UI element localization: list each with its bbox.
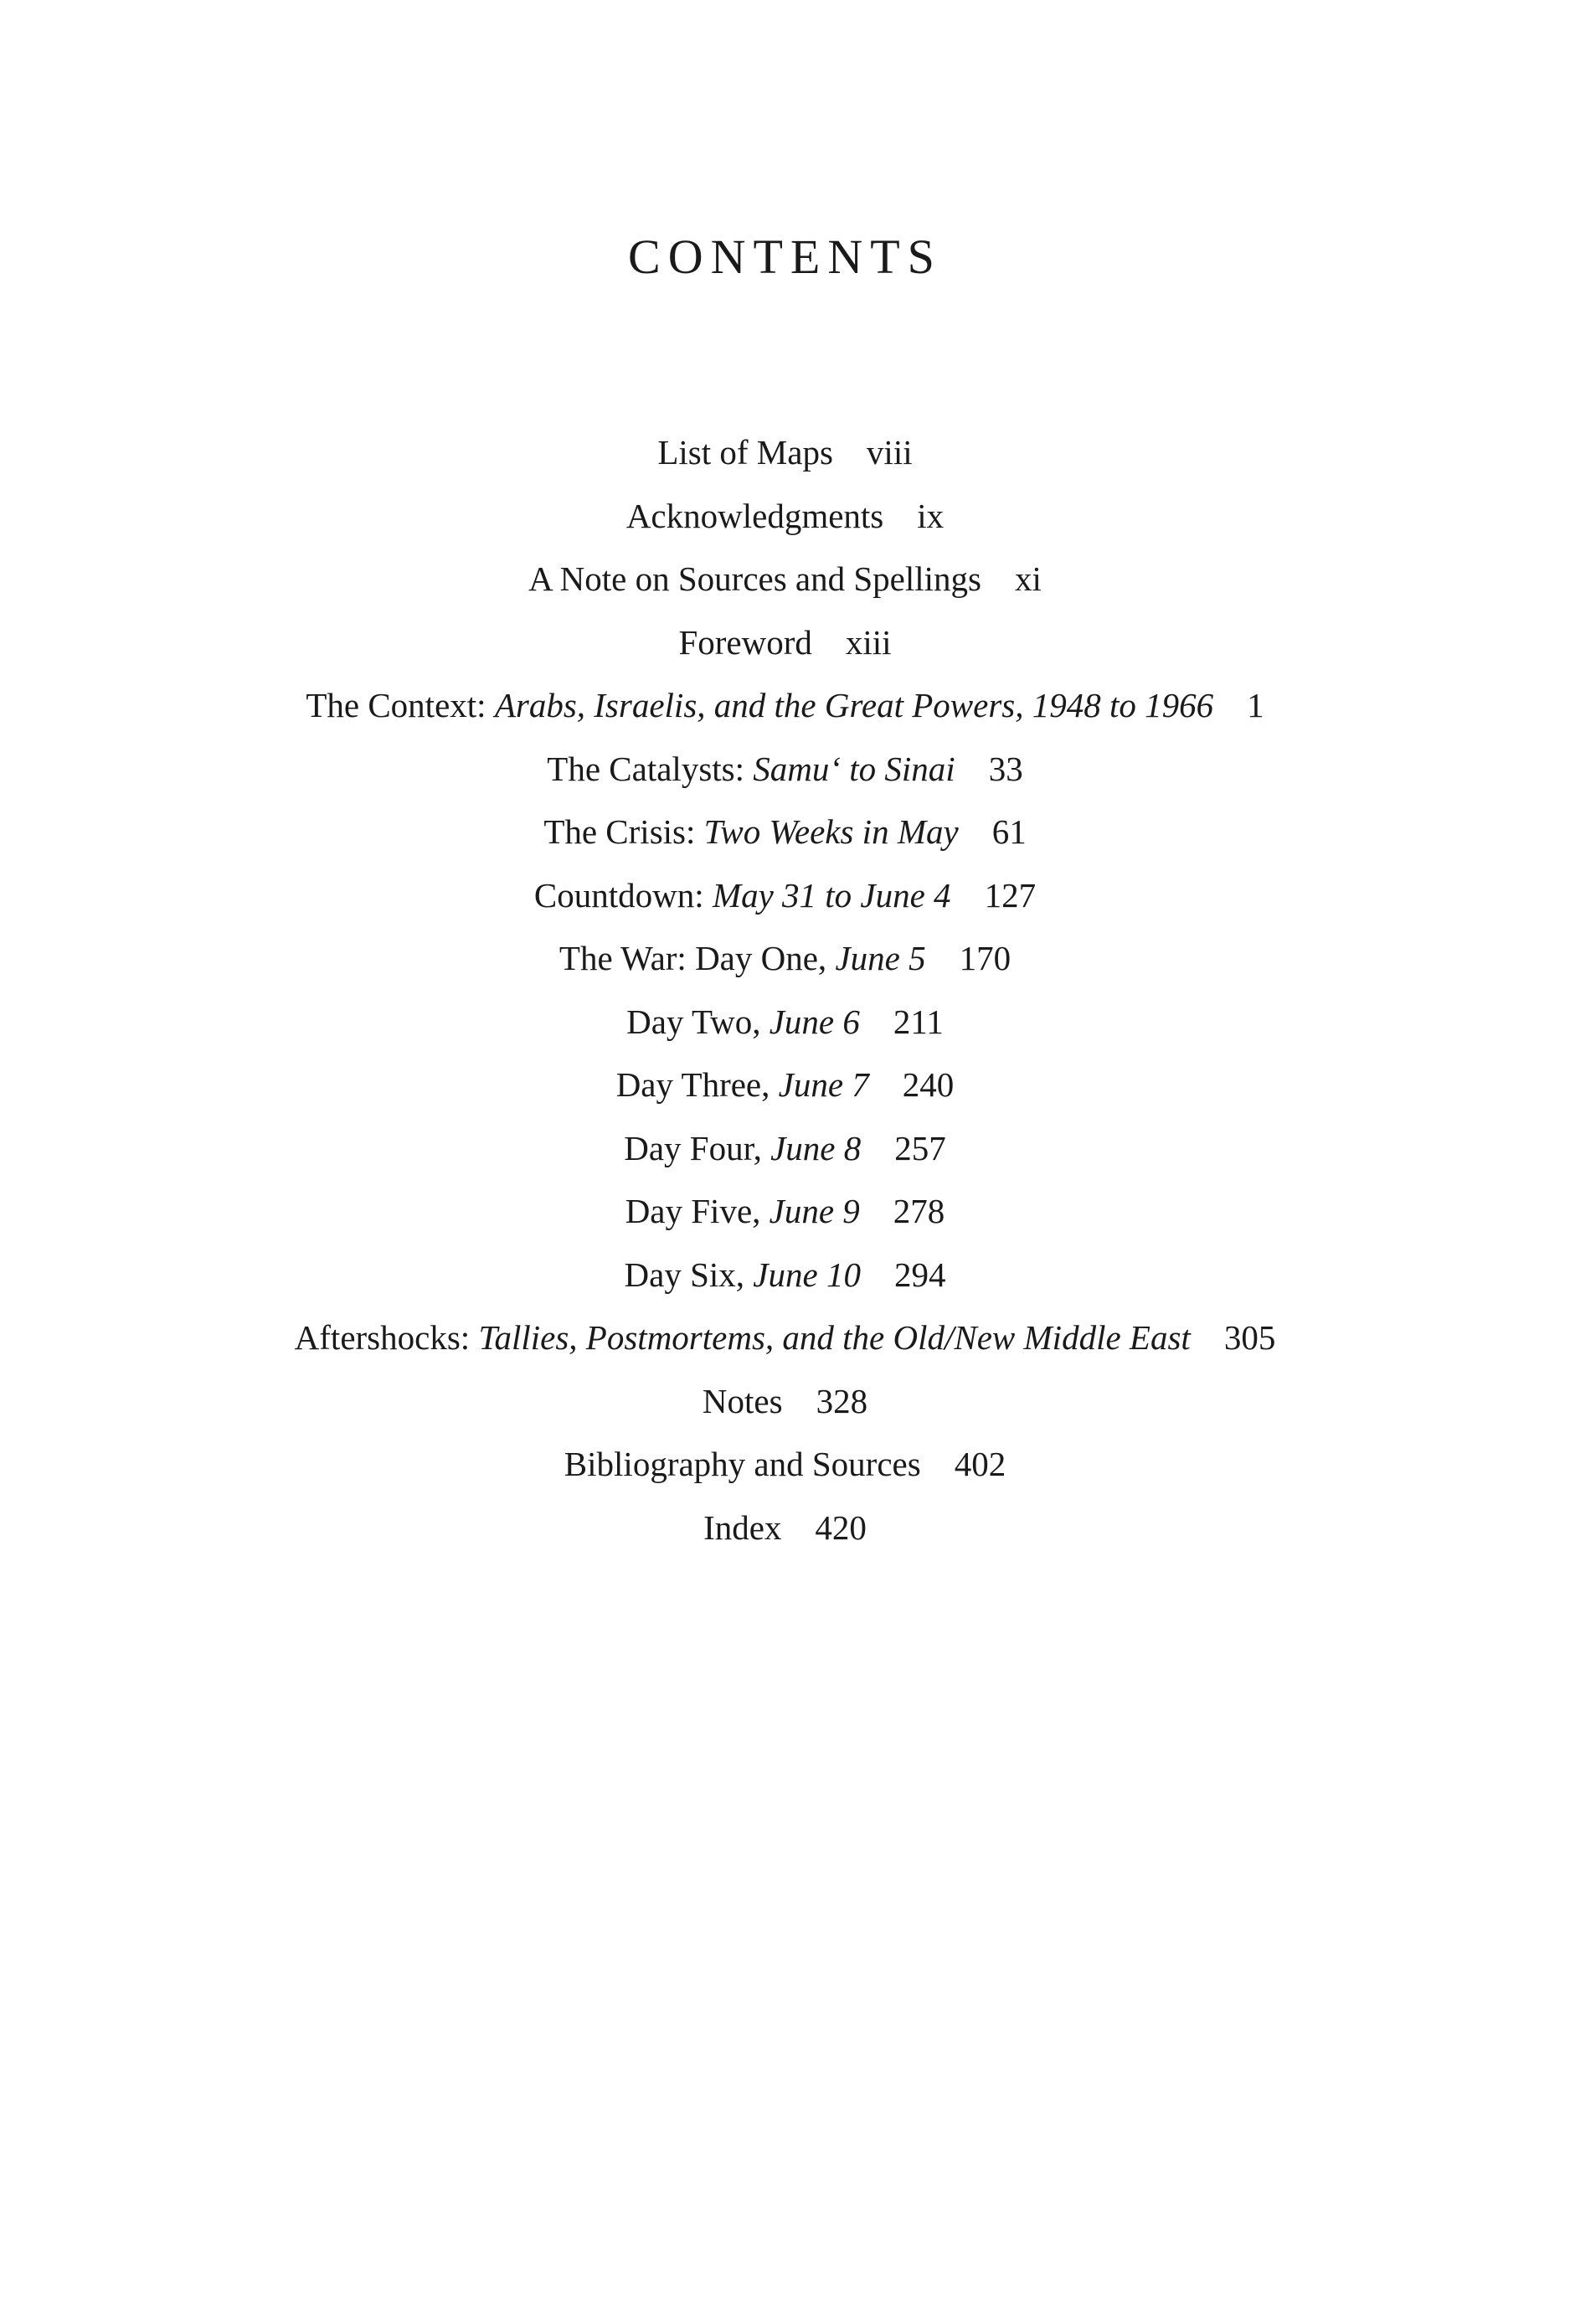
toc-page-number: xiii: [845, 622, 892, 662]
toc-entry-title: A Note on Sources and Spellings: [528, 559, 982, 598]
toc-entry: [0, 1180, 1570, 1244]
toc-entry: [0, 421, 1570, 485]
toc-entry-title: Acknowledgments: [625, 496, 884, 535]
toc-entry-subtitle: Tallies, Postmortems, and the Old/New Middle East: [478, 1318, 1191, 1357]
toc-entry: [0, 548, 1570, 611]
toc-entry-title: The Crisis:: [543, 812, 704, 851]
toc-page-number: 61: [991, 812, 1027, 851]
toc-page-number: 170: [959, 939, 1011, 977]
toc-entry: [0, 1244, 1570, 1307]
toc-entry-title: The War: Day One,: [559, 939, 836, 977]
toc-entry: [0, 864, 1570, 928]
toc-entry-title: Aftershocks:: [294, 1318, 479, 1357]
table-of-contents: [0, 421, 1570, 1559]
toc-page-number: 420: [815, 1507, 867, 1547]
toc-entry: [0, 611, 1570, 675]
toc-entry-title: The Catalysts:: [547, 749, 754, 788]
toc-entry-subtitle: June 7: [778, 1065, 869, 1104]
toc-entry-subtitle: June 9: [769, 1192, 860, 1230]
toc-entry-title: Day Four,: [624, 1128, 771, 1167]
toc-entry: [0, 1054, 1570, 1117]
toc-page-number: viii: [866, 433, 913, 471]
toc-entry-subtitle: June 5: [835, 939, 926, 977]
toc-entry: [0, 801, 1570, 864]
toc-entry: [0, 485, 1570, 549]
toc-entry: [0, 1433, 1570, 1497]
toc-entry-title: Day Three,: [615, 1065, 779, 1104]
contents-heading: CONTENTS: [628, 229, 942, 284]
toc-page-number: 294: [893, 1255, 946, 1294]
toc-entry-subtitle: May 31 to June 4: [712, 875, 951, 915]
toc-entry: [0, 1117, 1570, 1181]
toc-entry: [0, 991, 1570, 1054]
toc-entry-subtitle: Arabs, Israelis, and the Great Powers, 1948 to 1966: [494, 686, 1214, 724]
toc-page-number: 257: [894, 1128, 946, 1167]
toc-page-number: 127: [984, 875, 1037, 915]
toc-entry: [0, 927, 1570, 991]
toc-page-number: 1: [1247, 686, 1264, 724]
toc-entry-title: Index: [703, 1507, 782, 1547]
toc-entry-title: Bibliography and Sources: [564, 1445, 921, 1483]
toc-entry: [0, 1497, 1570, 1560]
toc-entry: [0, 674, 1570, 738]
toc-entry-title: Day Five,: [625, 1192, 770, 1230]
toc-entry-subtitle: Two Weeks in May: [703, 812, 959, 851]
toc-entry-title: Notes: [702, 1381, 783, 1420]
toc-entry: [0, 738, 1570, 801]
toc-page-number: xi: [1015, 559, 1042, 598]
toc-entry: [0, 1370, 1570, 1434]
toc-page-number: 402: [954, 1445, 1006, 1483]
toc-entry-title: Day Two,: [626, 1002, 770, 1041]
toc-entry-subtitle: June 8: [770, 1128, 862, 1167]
toc-page-number: 305: [1223, 1318, 1276, 1357]
toc-page-number: 33: [988, 749, 1023, 788]
toc-entry-title: Day Six,: [624, 1255, 754, 1294]
toc-entry-subtitle: Samu‘ to Sinai: [753, 749, 955, 788]
toc-page-number: 211: [893, 1002, 944, 1041]
toc-page-number: 328: [816, 1381, 868, 1420]
toc-page-number: ix: [917, 496, 945, 535]
toc-entry-subtitle: June 10: [753, 1255, 861, 1294]
toc-entry-subtitle: June 6: [769, 1002, 860, 1041]
toc-entry-title: Countdown:: [533, 875, 713, 915]
toc-entry-title: List of Maps: [657, 433, 833, 471]
toc-entry-title: Foreword: [678, 622, 812, 662]
toc-page-number: 240: [902, 1065, 955, 1104]
toc-page-number: 278: [893, 1192, 945, 1230]
toc-entry-title: The Context:: [306, 686, 495, 724]
toc-entry: [0, 1306, 1570, 1370]
